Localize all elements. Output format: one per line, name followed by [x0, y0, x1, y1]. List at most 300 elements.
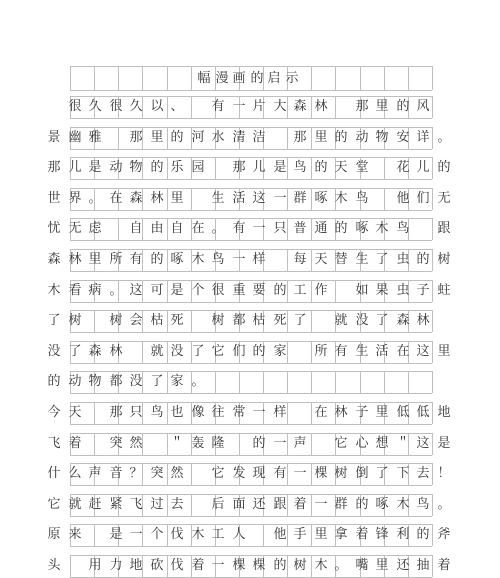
essay-char: 突: [150, 466, 164, 481]
grid-horizontal-line: [70, 424, 432, 425]
essay-char: 啄: [314, 191, 328, 206]
essay-char: 了: [150, 374, 164, 389]
essay-char: 如: [355, 283, 369, 298]
essay-char: 手: [293, 527, 307, 542]
essay-char: 那: [47, 160, 61, 175]
essay-char: 清: [232, 130, 246, 145]
essay-char: 鸟: [416, 497, 430, 512]
grid-vertical-line: [384, 371, 385, 393]
essay-char: 的: [396, 99, 410, 114]
essay-char: 林: [334, 405, 348, 420]
grid-horizontal-line: [70, 90, 432, 91]
essay-char: 那: [129, 130, 143, 145]
grid-horizontal-line: [70, 524, 432, 525]
essay-char: 安: [396, 130, 410, 145]
essay-char: 是: [170, 283, 184, 298]
essay-char: 它: [211, 466, 225, 481]
essay-char: 低: [416, 405, 430, 420]
essay-char: 声: [293, 436, 307, 451]
essay-char: 儿: [68, 160, 82, 175]
essay-char: 样: [273, 405, 287, 420]
essay-char: 里: [88, 252, 102, 267]
essay-char: 那: [293, 130, 307, 145]
title-char: 幅: [197, 71, 211, 86]
essay-char: 、: [170, 99, 184, 114]
grid-vertical-line: [263, 371, 264, 393]
essay-char: 木: [191, 527, 205, 542]
grid-vertical-line: [335, 371, 336, 393]
essay-char: 只: [129, 405, 143, 420]
essay-char: 有: [232, 221, 246, 236]
essay-char: 天: [334, 160, 348, 175]
essay-char: 这: [416, 344, 430, 359]
essay-char: 乐: [170, 160, 184, 175]
grid-horizontal-line: [70, 455, 432, 456]
essay-char: 是: [437, 436, 451, 451]
essay-char: 它: [334, 436, 348, 451]
essay-char: 声: [88, 466, 102, 481]
essay-char: 只: [273, 221, 287, 236]
essay-char: 去: [170, 497, 184, 512]
essay-char: 儿: [416, 160, 430, 175]
essay-char: 树: [68, 313, 82, 328]
essay-char: 飞: [47, 436, 61, 451]
essay-char: 了: [375, 252, 389, 267]
essay-char: 树: [437, 252, 451, 267]
essay-char: 啄: [375, 497, 389, 512]
essay-char: 。: [109, 283, 123, 298]
essay-char: 林: [109, 344, 123, 359]
essay-char: 赶: [88, 497, 102, 512]
essay-char: 原: [47, 527, 61, 542]
essay-char: 会: [129, 313, 143, 328]
essay-char: 水: [211, 130, 225, 145]
essay-char: 跟: [273, 497, 287, 512]
essay-char: 的: [437, 160, 451, 175]
grid-horizontal-line: [70, 280, 432, 281]
essay-char: 由: [150, 221, 164, 236]
essay-char: 一: [293, 466, 307, 481]
essay-char: 的: [334, 130, 348, 145]
essay-char: 么: [68, 466, 82, 481]
essay-char: 里: [170, 191, 184, 206]
essay-char: 物: [375, 130, 389, 145]
grid-horizontal-line: [70, 463, 432, 464]
title-char: 示: [285, 71, 299, 86]
essay-char: 有: [129, 252, 143, 267]
essay-char: 着: [293, 497, 307, 512]
grid-horizontal-line: [70, 271, 432, 272]
essay-char: 界: [68, 191, 82, 206]
grid-horizontal-line: [70, 249, 432, 250]
essay-char: 动: [68, 374, 82, 389]
grid-vertical-line: [287, 371, 288, 393]
essay-char: 都: [109, 374, 123, 389]
essay-char: 里: [150, 130, 164, 145]
essay-char: 景: [47, 130, 61, 145]
essay-char: 他: [273, 527, 287, 542]
essay-char: 工: [293, 283, 307, 298]
essay-char: 没: [129, 374, 143, 389]
essay-char: 心: [355, 436, 369, 451]
essay-char: 花: [396, 160, 410, 175]
essay-char: 的: [273, 283, 287, 298]
essay-char: 啄: [170, 252, 184, 267]
grid-vertical-line: [311, 371, 312, 393]
grid-horizontal-line: [70, 188, 432, 189]
essay-char: 后: [211, 497, 225, 512]
essay-char: 堂: [355, 160, 369, 175]
essay-char: 没: [47, 344, 61, 359]
grid-horizontal-line: [70, 363, 432, 364]
essay-char: 木: [47, 283, 61, 298]
essay-char: 子: [416, 283, 430, 298]
essay-char: 倒: [355, 466, 369, 481]
essay-char: 。: [334, 558, 348, 573]
essay-char: 一: [232, 99, 246, 114]
essay-char: 嘴: [355, 558, 369, 573]
essay-char: 着: [68, 436, 82, 451]
essay-char: 枯: [150, 313, 164, 328]
title-char: 启: [267, 71, 281, 86]
grid-horizontal-line: [70, 149, 432, 150]
essay-char: 个: [191, 283, 205, 298]
essay-char: 的: [47, 374, 61, 389]
essay-char: 物: [88, 374, 102, 389]
essay-char: ！: [437, 466, 451, 481]
essay-char: 轰: [191, 436, 205, 451]
essay-char: 片: [252, 99, 266, 114]
essay-char: 一: [129, 527, 143, 542]
essay-char: 林: [68, 252, 82, 267]
grid-vertical-line: [335, 66, 336, 90]
grid-horizontal-line: [70, 210, 432, 211]
grid-horizontal-line: [70, 302, 432, 303]
essay-char: 利: [396, 527, 410, 542]
essay-char: 活: [232, 191, 246, 206]
essay-char: 里: [375, 558, 389, 573]
essay-char: 的: [252, 344, 266, 359]
essay-char: 自: [170, 221, 184, 236]
grid-horizontal-line: [70, 240, 432, 241]
essay-char: 里: [314, 527, 328, 542]
essay-char: 伐: [170, 558, 184, 573]
essay-char: 雅: [88, 130, 102, 145]
essay-char: 活: [375, 344, 389, 359]
essay-char: 然: [170, 466, 184, 481]
essay-char: 的: [252, 436, 266, 451]
essay-char: 砍: [150, 558, 164, 573]
essay-char: 是: [273, 160, 287, 175]
essay-char: 动: [355, 130, 369, 145]
essay-char: 啄: [355, 221, 369, 236]
essay-char: 枯: [252, 313, 266, 328]
essay-char: 生: [355, 344, 369, 359]
grid-vertical-line: [94, 66, 95, 90]
essay-char: 有: [211, 99, 225, 114]
essay-char: 着: [355, 527, 369, 542]
essay-char: 要: [252, 283, 266, 298]
essay-char: 有: [273, 466, 287, 481]
title-char: 漫: [215, 71, 229, 86]
essay-char: 拿: [334, 527, 348, 542]
essay-char: 棵: [232, 558, 246, 573]
essay-char: 普: [293, 221, 307, 236]
grid-horizontal-line: [70, 157, 432, 158]
essay-char: 木: [375, 221, 389, 236]
grid-horizontal-line: [70, 433, 432, 434]
grid-horizontal-line: [70, 218, 432, 219]
essay-char: 现: [252, 466, 266, 481]
essay-char: 群: [334, 497, 348, 512]
grid-horizontal-line: [70, 371, 432, 372]
essay-char: 儿: [252, 160, 266, 175]
essay-char: 替: [334, 252, 348, 267]
grid-horizontal-line: [70, 393, 432, 394]
title-char: 画: [232, 71, 246, 86]
grid-horizontal-line: [70, 402, 432, 403]
essay-char: 他: [396, 191, 410, 206]
essay-char: 隆: [211, 436, 225, 451]
essay-char: 树: [211, 313, 225, 328]
essay-char: 里: [375, 405, 389, 420]
essay-char: 生: [211, 191, 225, 206]
essay-char: 鸟: [355, 191, 369, 206]
essay-char: 看: [68, 283, 82, 298]
grid-horizontal-line: [70, 494, 432, 495]
essay-char: ＂: [170, 436, 184, 451]
essay-char: 什: [47, 466, 61, 481]
essay-char: 虫: [396, 283, 410, 298]
essay-char: 很: [109, 99, 123, 114]
essay-char: 的: [273, 558, 287, 573]
essay-char: 想: [375, 436, 389, 451]
essay-char: 里: [437, 344, 451, 359]
essay-char: 群: [293, 191, 307, 206]
essay-char: 。: [437, 497, 451, 512]
essay-char: 幽: [68, 130, 82, 145]
essay-char: 头: [47, 558, 61, 573]
essay-char: 一: [273, 191, 287, 206]
grid-horizontal-line: [70, 310, 432, 311]
essay-char: 锋: [375, 527, 389, 542]
essay-char: 样: [252, 252, 266, 267]
essay-char: 通: [314, 221, 328, 236]
essay-char: 风: [416, 99, 430, 114]
essay-char: 森: [88, 344, 102, 359]
essay-char: 的: [416, 527, 430, 542]
essay-char: 还: [252, 497, 266, 512]
essay-char: 病: [88, 283, 102, 298]
essay-char: 死: [273, 313, 287, 328]
essay-char: 那: [355, 99, 369, 114]
essay-char: 了: [47, 313, 61, 328]
grid-vertical-line: [360, 371, 361, 393]
essay-char: 在: [314, 405, 328, 420]
essay-char: 。: [211, 221, 225, 236]
grid-vertical-line: [408, 371, 409, 393]
essay-char: 往: [211, 405, 225, 420]
essay-char: 洁: [252, 130, 266, 145]
essay-char: 像: [191, 405, 205, 420]
essay-char: 园: [191, 160, 205, 175]
essay-char: 木: [334, 191, 348, 206]
essay-char: 的: [416, 252, 430, 267]
essay-char: 也: [170, 405, 184, 420]
essay-char: 木: [396, 497, 410, 512]
essay-char: 无: [437, 191, 451, 206]
essay-char: 它: [47, 497, 61, 512]
grid-horizontal-line: [70, 516, 432, 517]
essay-char: 一: [232, 252, 246, 267]
essay-char: 个: [150, 527, 164, 542]
essay-char: 这: [129, 283, 143, 298]
essay-char: 们: [232, 344, 246, 359]
essay-char: 鸟: [293, 160, 307, 175]
essay-char: 林: [314, 99, 328, 114]
essay-char: ？: [129, 466, 143, 481]
essay-char: 子: [355, 405, 369, 420]
grid-vertical-line: [432, 371, 433, 393]
essay-char: 在: [396, 344, 410, 359]
essay-char: 树: [334, 466, 348, 481]
essay-char: 天: [314, 252, 328, 267]
essay-char: 的: [314, 160, 328, 175]
essay-char: 家: [273, 344, 287, 359]
essay-char: 鸟: [211, 252, 225, 267]
essay-char: 的: [150, 252, 164, 267]
essay-char: 是: [109, 527, 123, 542]
essay-char: 森: [396, 313, 410, 328]
essay-char: 一: [211, 558, 225, 573]
essay-char: 有: [334, 344, 348, 359]
essay-char: 动: [109, 160, 123, 175]
essay-char: 很: [211, 283, 225, 298]
essay-char: 工: [211, 527, 225, 542]
essay-char: 久: [88, 99, 102, 114]
essay-char: 自: [129, 221, 143, 236]
essay-char: 是: [88, 160, 102, 175]
essay-char: 那: [232, 160, 246, 175]
grid-horizontal-line: [70, 96, 432, 97]
essay-char: 所: [109, 252, 123, 267]
essay-char: 棵: [314, 466, 328, 481]
grid-vertical-line: [432, 66, 433, 90]
essay-char: 了: [68, 344, 82, 359]
essay-char: 在: [109, 191, 123, 206]
essay-char: 所: [314, 344, 328, 359]
essay-char: 都: [232, 313, 246, 328]
essay-char: 树: [109, 313, 123, 328]
essay-char: 着: [191, 558, 205, 573]
essay-char: 生: [355, 252, 369, 267]
essay-char: 的: [170, 130, 184, 145]
essay-char: 还: [396, 558, 410, 573]
essay-char: 就: [150, 344, 164, 359]
grid-horizontal-line: [70, 341, 432, 342]
essay-char: 在: [191, 221, 205, 236]
essay-char: 物: [129, 160, 143, 175]
essay-char: 森: [47, 252, 61, 267]
essay-char: 它: [211, 344, 225, 359]
essay-char: 一: [252, 405, 266, 420]
grid-vertical-line: [360, 66, 361, 90]
essay-char: 的: [355, 497, 369, 512]
essay-char: 没: [170, 344, 184, 359]
essay-char: 树: [293, 558, 307, 573]
essay-char: 来: [68, 527, 82, 542]
essay-char: 发: [232, 466, 246, 481]
grid-vertical-line: [408, 66, 409, 90]
essay-char: 紧: [109, 497, 123, 512]
essay-char: 低: [396, 405, 410, 420]
essay-char: 着: [437, 558, 451, 573]
essay-char: 鸟: [396, 221, 410, 236]
essay-char: 就: [68, 497, 82, 512]
grid-vertical-line: [384, 66, 385, 90]
essay-char: 作: [314, 283, 328, 298]
grid-vertical-line: [311, 66, 312, 90]
essay-char: 了: [293, 313, 307, 328]
essay-char: 以: [150, 99, 164, 114]
essay-char: 抽: [416, 558, 430, 573]
essay-char: 。: [88, 191, 102, 206]
essay-char: 今: [47, 405, 61, 420]
essay-char: 很: [68, 99, 82, 114]
essay-char: 果: [375, 283, 389, 298]
essay-char: 木: [314, 558, 328, 573]
essay-char: 了: [375, 313, 389, 328]
essay-char: 虫: [396, 252, 410, 267]
essay-char: 没: [355, 313, 369, 328]
grid-vertical-line: [70, 66, 71, 90]
essay-char: 斧: [437, 527, 451, 542]
essay-char: 就: [334, 313, 348, 328]
grid-horizontal-line: [70, 118, 432, 119]
essay-char: 无: [68, 221, 82, 236]
grid-horizontal-line: [70, 546, 432, 547]
essay-char: 音: [109, 466, 123, 481]
essay-char: 每: [293, 252, 307, 267]
grid-horizontal-line: [70, 66, 432, 67]
grid-vertical-line: [239, 371, 240, 393]
essay-char: 过: [150, 497, 164, 512]
essay-char: 世: [47, 191, 61, 206]
essay-char: 可: [150, 283, 164, 298]
grid-horizontal-line: [70, 179, 432, 180]
grid-horizontal-line: [70, 332, 432, 333]
grid-horizontal-line: [70, 555, 432, 556]
essay-char: 了: [191, 344, 205, 359]
essay-char: 力: [109, 558, 123, 573]
essay-char: 地: [129, 558, 143, 573]
essay-char: 们: [416, 191, 430, 206]
essay-char: 天: [68, 405, 82, 420]
grid-vertical-line: [118, 66, 119, 90]
essay-char: 下: [396, 466, 410, 481]
essay-char: 河: [191, 130, 205, 145]
grid-vertical-line: [215, 371, 216, 393]
grid-vertical-line: [142, 66, 143, 90]
essay-char: 面: [232, 497, 246, 512]
essay-char: 人: [232, 527, 246, 542]
essay-char: 的: [334, 221, 348, 236]
essay-char: 林: [416, 313, 430, 328]
essay-char: 了: [375, 466, 389, 481]
essay-char: 里: [314, 130, 328, 145]
essay-char: 鸟: [150, 405, 164, 420]
essay-char: 详: [416, 130, 430, 145]
